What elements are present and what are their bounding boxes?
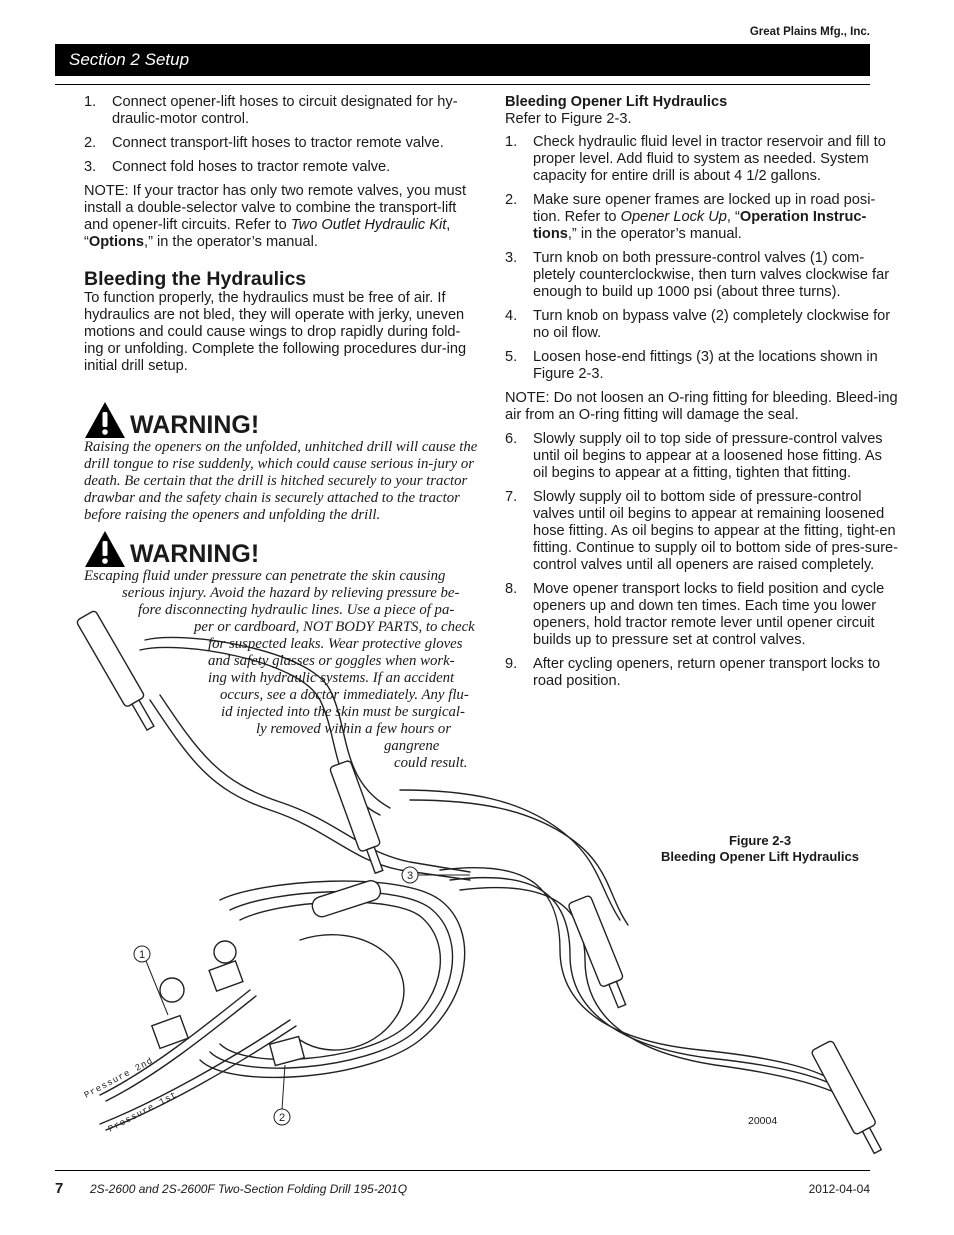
hose-path: [300, 935, 404, 1050]
warning-2-line: for suspected leaks. Wear protective gloves: [208, 636, 463, 652]
figure-title: Bleeding Opener Lift Hydraulics: [661, 849, 859, 864]
hose-path: [450, 878, 846, 1092]
warning-2-line: could result.: [394, 755, 468, 771]
list-item: 4. Turn knob on bypass valve (2) completely clockwise for no oil flow.: [505, 308, 891, 341]
warning-2-line: serious injury. Avoid the hazard by relieving pressure be-: [122, 585, 460, 601]
list-item: 1. Connect opener-lift hoses to circuit designated for hy-draulic-motor control.: [84, 94, 458, 127]
pressure-control-valve: [152, 1016, 188, 1049]
list-item: 5. Loosen hose-end fittings (3) at the locations shown in Figure 2-3.: [505, 349, 878, 382]
bleeding-steps-continued: [505, 431, 900, 690]
refer-figure: Refer to Figure 2-3.: [505, 111, 632, 127]
bleeding-paragraph: To function properly, the hydraulics must be free of air. If hydraulics are not bled, they will operate with jerky, uneven motions and could cause wings to drop rapidly during fold-ing or unfolding. Complete the following procedures dur-ing initial drill setup.: [84, 290, 467, 374]
note-o-ring: NOTE: Do not loosen an O-ring fitting for bleeding. Bleed-ing air from an O-ring fitting will damage the seal.: [505, 390, 898, 423]
list-item: 2. Connect transport-lift hoses to tractor remote valve.: [84, 135, 444, 151]
warning-1-text: Raising the openers on the unfolded, unhitched drill will cause the drill tongue to rise suddenly, which could cause serious in-jury or death. Be certain that the drill is hitched securely to your tractor drawbar and the safety chain is securely attached to the tractor before raising the openers and unfolding the drill.: [84, 439, 478, 523]
hose-path: [220, 902, 440, 1059]
bleeding-steps: [505, 134, 900, 383]
right-column: [505, 94, 900, 697]
bleeding-opener-subhead: Bleeding Opener Lift Hydraulics: [505, 94, 728, 110]
warning-2-line: per or cardboard, NOT BODY PARTS, to check: [194, 619, 475, 635]
accumulator: [310, 878, 383, 919]
list-item: 3. Turn knob on both pressure-control valves (1) com-pletely counterclockwise, then turn valves clockwise far enough to build up 1000 psi (about three turns).: [505, 250, 890, 300]
warning-2-line: gangrene: [384, 738, 440, 754]
warning-triangle-icon: [84, 530, 126, 568]
warning-1-header: [84, 397, 478, 439]
figure-id: 20004: [748, 1115, 778, 1127]
callout-1-label: 1: [138, 949, 146, 961]
warning-2-text: [84, 568, 484, 778]
left-column: [84, 94, 478, 524]
list-item: 9. After cycling openers, return opener transport locks to road position.: [505, 656, 881, 689]
setup-steps: [84, 94, 478, 176]
list-item: 3. Connect fold hoses to tractor remote valve.: [84, 159, 391, 175]
hose-path: [210, 892, 453, 1069]
hose-label-pressure-2nd: Pressure 2nd: [82, 1055, 156, 1101]
warning-2-line: Escaping fluid under pressure can penetrate the skin causing: [84, 568, 446, 584]
company-name: Great Plains Mfg., Inc.: [749, 26, 870, 38]
callout-2-label: 2: [278, 1112, 286, 1124]
note-remote-valves: NOTE: If your tractor has only two remote valves, you must install a double-selector valve to combine the transport-lift and opener-lift circuits. Refer to Two Outlet Hydraulic Kit, “Options,” in the operator’s manual.: [84, 183, 467, 250]
pressure-gauge: [160, 978, 184, 1002]
list-item: 7. Slowly supply oil to bottom side of pressure-control valves until oil begins to appear at remaining loosened hose fitting. As oil begins to appear at the fitting, tight-en fitting. Continue to supply oil to bottom side of pres-sure-control valves until all openers are raised completely.: [505, 489, 899, 573]
hose-label-pressure-1st: Pressure 1st: [106, 1089, 180, 1135]
warning-1-label: WARNING!: [130, 411, 260, 439]
cylinder-right: [568, 895, 633, 1011]
hose-path: [460, 888, 850, 1100]
warning-2-line: ly removed within a few hours or: [256, 721, 452, 737]
callout-3-label: 3: [406, 870, 414, 882]
warning-triangle-icon: [84, 401, 126, 439]
warning-2-line: fore disconnecting hydraulic lines. Use a piece of pa-: [138, 602, 455, 618]
warning-2-header: [84, 526, 478, 568]
list-item: 2. Make sure opener frames are locked up in road posi-tion. Refer to Opener Lock Up, “Operation Instruc-tions,” in the operator’s manual.: [505, 192, 876, 242]
warning-2-line: occurs, see a doctor immediately. Any flu-: [220, 687, 469, 703]
footer-rule: [55, 1170, 870, 1171]
warning-2-line: and safety glasses or goggles when work-: [208, 653, 455, 669]
bypass-valve: [270, 1036, 305, 1065]
warning-2-line: ing with hydraulic systems. If an accident: [208, 670, 455, 686]
footer-date: 2012-04-04: [808, 1182, 870, 1196]
warning-2-label: WARNING!: [130, 540, 260, 568]
section-title: Section 2 Setup: [69, 50, 190, 69]
figure-number: Figure 2-3: [728, 833, 792, 848]
cylinder-far-right: [811, 1040, 889, 1157]
hose-path: [440, 868, 840, 1085]
list-item: 6. Slowly supply oil to top side of pressure-control valves until oil begins to appear at a loosened hose fitting. As oil begins to appear at a fitting, tighten that fitting.: [505, 431, 883, 481]
page-number: 7: [55, 1180, 64, 1197]
warning-2-line: id injected into the skin must be surgical-: [221, 704, 465, 720]
list-item: 1. Check hydraulic fluid level in tractor reservoir and fill to proper level. Add fluid to system as needed. System capacity for entire drill is about 4 1/2 gallons.: [505, 134, 886, 184]
footer-document-title: 2S-2600 and 2S-2600F Two-Section Folding Drill 195-201Q: [90, 1182, 408, 1196]
warning-2: [84, 526, 478, 778]
bleeding-title: Bleeding the Hydraulics: [84, 268, 307, 290]
figure-caption: [600, 833, 920, 865]
list-item: 8. Move opener transport locks to field position and cycle openers up and down ten times. Each time you lower openers, hold tractor remote lever until opener circuit builds up to pressure set at control valves.: [505, 581, 885, 648]
